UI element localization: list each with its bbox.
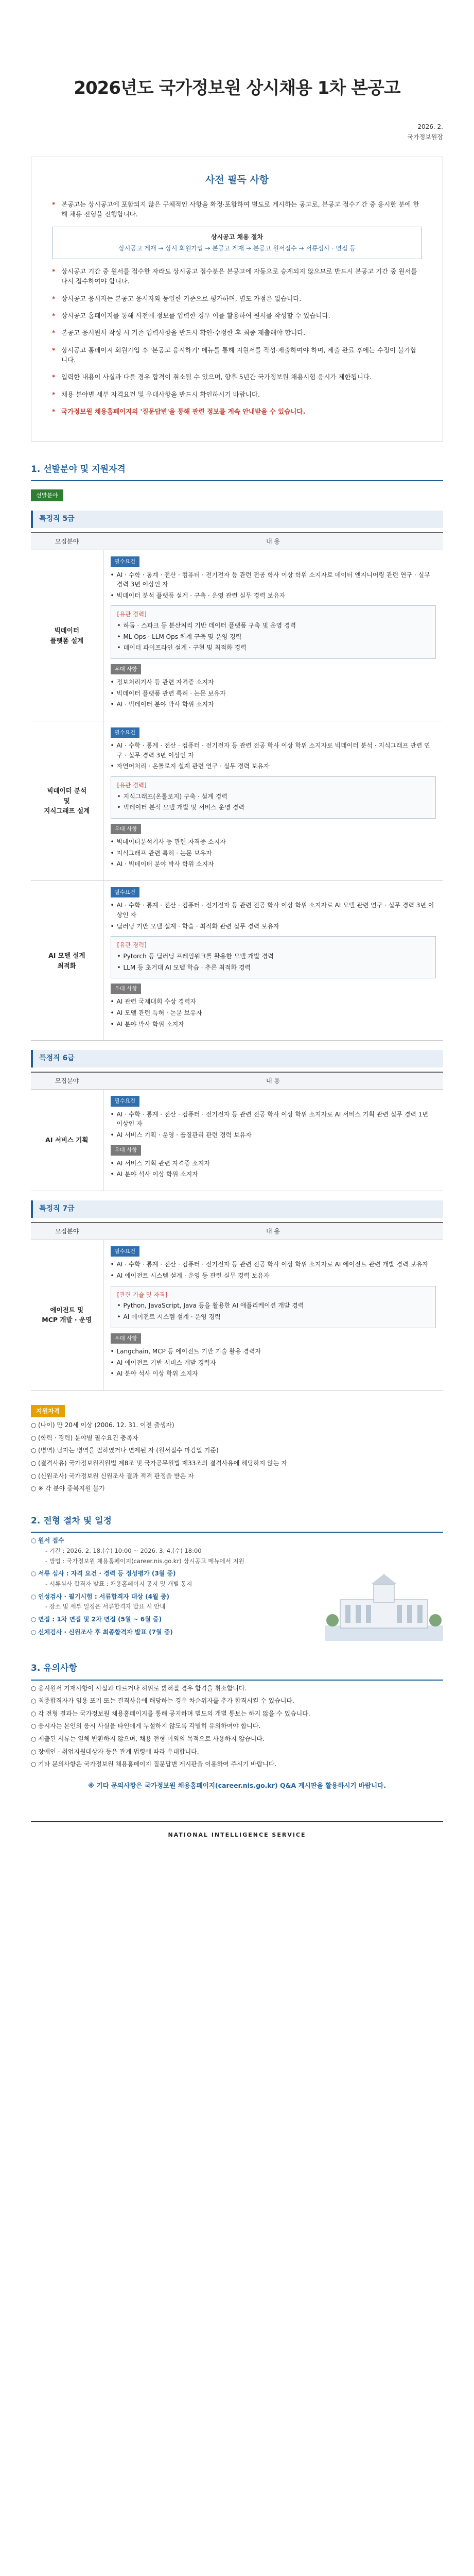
announce-org: 국가정보원장 bbox=[407, 133, 443, 141]
top-band bbox=[31, 0, 443, 46]
support-list bbox=[31, 1420, 443, 1494]
schedule-text: 방법 : 국가정보원 채용홈페이지(career.nis.go.kr) 상시공고 메뉴에서 지원 bbox=[49, 1557, 244, 1565]
notice-item bbox=[52, 372, 422, 382]
preference-line: • 지식그래프 관련 특허 · 논문 보유자 bbox=[111, 849, 436, 858]
flow-steps: 상시공고 게재 → 상시 회원가입 → 본공고 게재 → 본공고 원서접수 → 서류심사 · 면접 등 bbox=[118, 245, 356, 252]
experience-line: • ML Ops · LLM Ops 체계 구축 및 운영 경력 bbox=[117, 632, 430, 642]
schedule-item bbox=[31, 1628, 299, 1637]
caution-text: 각 전형 결과는 국가정보원 채용홈페이지를 통해 공지하며 별도의 개별 통보는 하지 않을 수 있습니다. bbox=[38, 1709, 310, 1717]
experience-title: [유관 경력] bbox=[117, 782, 147, 789]
schedule-text: 면접 : 1차 면접 및 2차 면접 (5월 ~ 6월 중) bbox=[38, 1616, 162, 1623]
support-text: (신원조사) 국가정보원 신원조사 결과 적격 판정을 받은 자 bbox=[38, 1472, 194, 1480]
job-content bbox=[103, 550, 443, 721]
asterisk-icon: * bbox=[52, 390, 56, 398]
bullet-icon: ○ bbox=[31, 1472, 37, 1480]
schedule-item bbox=[31, 1602, 299, 1612]
experience-line: • LLM 등 초거대 AI 모델 학습 · 추론 최적화 경력 bbox=[117, 963, 430, 973]
schedule-text: 신체검사 · 신원조사 후 최종합격자 발표 (7월 중) bbox=[38, 1628, 173, 1636]
requirement-line: • AI · 수학 · 통계 · 전산 · 컴퓨터 · 전기전자 등 관련 전공 학사 이상 학위 소지자로 AI 모델 관련 연구 · 실무 경력 3년 이상인 자 bbox=[111, 901, 436, 920]
caution-item bbox=[31, 1747, 443, 1757]
requirement-line: • AI · 수학 · 통계 · 전산 · 컴퓨터 · 전기전자 등 관련 전공 학사 이상 학위 소지자로 AI 에이전트 관련 개발 경력 보유자 bbox=[111, 1260, 436, 1269]
preferred-badge: 우대 사항 bbox=[111, 1145, 142, 1155]
job-table bbox=[31, 1222, 443, 1391]
table-header: 모집분야 bbox=[31, 1223, 103, 1240]
bullet-icon: ○ bbox=[31, 1616, 37, 1623]
caution-text: 응시자는 본인의 응시 사실을 타인에게 누설하지 않도록 각별히 유의하여야 합니다. bbox=[38, 1722, 261, 1730]
schedule-text: 서류 심사 : 자격 요건 · 경력 등 정성평가 (3월 중) bbox=[38, 1570, 176, 1578]
preference-block bbox=[111, 984, 436, 1029]
requirement-line: • AI · 수학 · 통계 · 전산 · 컴퓨터 · 전기전자 등 관련 전공 학사 이상 학위 소지자로 AI 서비스 기획 관련 실무 경력 1년 이상인 자 bbox=[111, 1110, 436, 1129]
preference-line: • AI 분야 박사 학위 소지자 bbox=[111, 1020, 436, 1029]
dash-icon: - bbox=[45, 1557, 49, 1565]
caution-item bbox=[31, 1709, 443, 1719]
caution-list bbox=[31, 1684, 443, 1769]
bullet-icon: ○ bbox=[31, 1697, 37, 1705]
preference-block bbox=[111, 664, 436, 709]
bullet-icon: ○ bbox=[31, 1722, 37, 1730]
requirement-line: • AI 에이전트 시스템 설계 · 운영 등 관련 실무 경력 보유자 bbox=[111, 1271, 436, 1281]
asterisk-icon: * bbox=[52, 373, 56, 381]
nis-building-illustration bbox=[325, 1564, 443, 1641]
preference-line: • AI · 빅데이터 분야 박사 학위 소지자 bbox=[111, 700, 436, 709]
notice-item bbox=[52, 406, 422, 416]
asterisk-icon: * bbox=[52, 294, 56, 302]
schedule-list bbox=[31, 1533, 299, 1641]
schedule-item bbox=[31, 1569, 299, 1579]
caution-item bbox=[31, 1734, 443, 1744]
support-item bbox=[31, 1433, 443, 1443]
notice-item bbox=[52, 389, 422, 399]
bullet-icon: ○ bbox=[31, 1735, 37, 1742]
experience-box bbox=[111, 1286, 436, 1328]
job-content bbox=[103, 881, 443, 1041]
required-badge: 필수요건 bbox=[111, 556, 140, 567]
schedule-text: 인성검사 · 필기시험 : 서류합격자 대상 (4월 중) bbox=[38, 1592, 169, 1600]
requirement-line: • 딥러닝 기반 모델 설계 · 학습 · 최적화 관련 실무 경력 보유자 bbox=[111, 922, 436, 931]
schedule-text: 장소 및 세부 일정은 서류합격자 발표 시 안내 bbox=[49, 1603, 166, 1611]
table-header: 내 용 bbox=[103, 1223, 443, 1240]
required-badge: 필수요건 bbox=[111, 1246, 140, 1257]
support-item bbox=[31, 1459, 443, 1468]
caution-item bbox=[31, 1684, 443, 1693]
job-field: 에이전트 및 MCP 개발 · 운영 bbox=[31, 1240, 103, 1391]
notice-text: 입력한 내용이 사실과 다를 경우 합격이 취소될 수 있으며, 향후 5년간 국가정보원 채용시험 응시가 제한됩니다. bbox=[61, 373, 372, 381]
notice-text: 본공고는 상시공고에 포함되지 않은 구체적인 사항을 확정·포함하여 별도로 게시하는 공고로, 본공고 접수기간 중 응시한 분에 한해 채용 전형을 진행합니다. bbox=[61, 200, 419, 218]
notice-text: 국가정보원 채용홈페이지의 '질문답변'을 통해 관련 정보를 계속 안내받을 수 있습니다. bbox=[61, 408, 306, 416]
footer-text: NATIONAL INTELLIGENCE SERVICE bbox=[168, 1832, 306, 1839]
support-text: (결격사유) 국가정보원직원법 제8조 및 국가공무원법 제33조의 결격사유에 해당하지 않는 자 bbox=[38, 1460, 287, 1467]
support-text: ※ 각 분야 중복지원 불가 bbox=[38, 1485, 105, 1493]
preference-line: • AI 관련 국제대회 수상 경력자 bbox=[111, 997, 436, 1007]
job-groups bbox=[31, 511, 443, 1391]
preferred-badge: 우대 사항 bbox=[111, 1333, 142, 1344]
requirement-block bbox=[111, 556, 436, 600]
caution-text: 최종합격자가 임용 포기 또는 결격사유에 해당하는 경우 차순위자를 추가 합격시킬 수 있습니다. bbox=[38, 1697, 294, 1705]
preference-line: • AI 분야 석사 이상 학위 소지자 bbox=[111, 1369, 436, 1379]
notice-box bbox=[31, 157, 443, 442]
notice-text: 채용 분야별 세부 자격요건 및 우대사항을 반드시 확인하시기 바랍니다. bbox=[61, 390, 260, 398]
preferred-badge: 우대 사항 bbox=[111, 984, 142, 994]
notice-item bbox=[52, 328, 422, 337]
experience-title: [유관 경력] bbox=[117, 611, 147, 618]
schedule-item bbox=[31, 1592, 299, 1602]
bullet-icon: ○ bbox=[31, 1421, 37, 1429]
table-header: 내 용 bbox=[103, 533, 443, 550]
bullet-icon: ○ bbox=[31, 1760, 37, 1768]
asterisk-icon: * bbox=[52, 408, 56, 416]
asterisk-icon: * bbox=[52, 200, 56, 208]
notice-item bbox=[52, 345, 422, 365]
table-header: 모집분야 bbox=[31, 533, 103, 550]
schedule-text: 원서 접수 bbox=[38, 1537, 64, 1545]
requirement-block bbox=[111, 727, 436, 771]
schedule-text: 기간 : 2026. 2. 18.(수) 10:00 ~ 2026. 3. 4.(수) 18:00 bbox=[49, 1547, 202, 1554]
preference-line: • 빅데이터 플랫폼 관련 특허 · 논문 보유자 bbox=[111, 689, 436, 699]
experience-title: [관련 기술 및 자격] bbox=[117, 1291, 168, 1298]
table-row bbox=[31, 881, 443, 1041]
experience-title: [유관 경력] bbox=[117, 941, 147, 949]
section-2-body bbox=[31, 1533, 443, 1641]
final-note: ※ 기타 문의사항은 국가정보원 채용홈페이지(career.nis.go.kr) Q&A 게시판을 활용하시기 바랍니다. bbox=[88, 1781, 386, 1789]
required-badge: 필수요건 bbox=[111, 887, 140, 897]
preference-line: • AI 에이전트 기반 서비스 개발 경력자 bbox=[111, 1358, 436, 1368]
experience-line: • 데이터 파이프라인 설계 · 구현 및 최적화 경력 bbox=[117, 643, 430, 653]
schedule-item bbox=[31, 1536, 299, 1546]
experience-line: • Pytorch 등 딥러닝 프레임워크를 활용한 모델 개발 경력 bbox=[117, 952, 430, 961]
preference-line: • AI 모델 관련 특허 · 논문 보유자 bbox=[111, 1008, 436, 1018]
bullet-icon: ○ bbox=[31, 1592, 37, 1600]
support-item bbox=[31, 1446, 443, 1455]
dash-icon: - bbox=[45, 1603, 49, 1611]
preference-line: • Langchain, MCP 등 에이전트 기반 기술 활용 경력자 bbox=[111, 1347, 436, 1357]
caution-text: 장애인 · 취업지원대상자 등은 관계 법령에 따라 우대합니다. bbox=[38, 1748, 199, 1755]
preference-line: • 정보처리기사 등 관련 자격증 소지자 bbox=[111, 677, 436, 687]
notice-text: 상시공고 응시자는 본공고 응시자와 동일한 기준으로 평가하며, 별도 가점은 없습니다. bbox=[61, 294, 302, 302]
table-row bbox=[31, 550, 443, 721]
notice-text: 상시공고 홈페이지 회원가입 후 '본공고 응시하기' 메뉴를 통해 지원서를 작성·제출하여야 하며, 제출 완료 후에는 수정이 불가합니다. bbox=[61, 346, 417, 364]
table-row bbox=[31, 1090, 443, 1191]
job-table bbox=[31, 532, 443, 1041]
caution-item bbox=[31, 1721, 443, 1731]
experience-line: • 빅데이터 분석 모델 개발 및 서비스 운영 경력 bbox=[117, 803, 430, 812]
support-item bbox=[31, 1420, 443, 1430]
requirement-block bbox=[111, 1246, 436, 1280]
preference-line: • AI · 빅데이터 분야 박사 학위 소지자 bbox=[111, 859, 436, 869]
job-field: AI 서비스 기획 bbox=[31, 1090, 103, 1191]
preference-line: • AI 서비스 기획 관련 자격증 소지자 bbox=[111, 1159, 436, 1168]
announce-date: 2026. 2. bbox=[417, 123, 443, 130]
job-field: 빅데이터 플랫폼 설계 bbox=[31, 550, 103, 721]
job-content bbox=[103, 1090, 443, 1191]
requirement-line: • 자연어처리 · 온톨로지 설계 관련 연구 · 실무 경력 보유자 bbox=[111, 761, 436, 771]
requirement-line: • AI 서비스 기획 · 운영 · 품질관리 관련 경력 보유자 bbox=[111, 1130, 436, 1140]
bullet-icon: ○ bbox=[31, 1485, 37, 1493]
preference-block bbox=[111, 824, 436, 869]
support-item bbox=[31, 1484, 443, 1494]
schedule-text: 서류심사 합격자 발표 : 채용홈페이지 공지 및 개별 통지 bbox=[49, 1580, 192, 1588]
preferred-badge: 우대 사항 bbox=[111, 824, 142, 834]
table-row bbox=[31, 1240, 443, 1391]
caution-text: 기타 문의사항은 국가정보원 채용홈페이지 질문답변 게시판을 이용하여 주시기 바랍니다. bbox=[38, 1760, 277, 1768]
notice-item bbox=[52, 199, 422, 219]
notice-item bbox=[52, 311, 422, 320]
asterisk-icon: * bbox=[52, 311, 56, 319]
bullet-icon: ○ bbox=[31, 1628, 37, 1636]
preference-block bbox=[111, 1145, 436, 1179]
required-badge: 필수요건 bbox=[111, 1096, 140, 1106]
grade-heading: 특정직 6급 bbox=[31, 1050, 443, 1067]
caution-text: 제출된 서류는 일체 반환하지 않으며, 채용 전형 이외의 목적으로 사용하지 않습니다. bbox=[38, 1735, 265, 1742]
preference-line: • 빅데이터분석기사 등 관련 자격증 소지자 bbox=[111, 837, 436, 847]
requirement-line: • AI · 수학 · 통계 · 전산 · 컴퓨터 · 전기전자 등 관련 전공 학사 이상 학위 소지자로 빅데이터 분석 · 지식그래프 관련 연구 · 실무 경력 3년 이상인 자 bbox=[111, 741, 436, 760]
experience-line: • Python, JavaScript, Java 등을 활용한 AI 애플리케이션 개발 경력 bbox=[117, 1301, 430, 1311]
flow-title: 상시공고 채용 절차 bbox=[210, 233, 264, 241]
grade-heading: 특정직 5급 bbox=[31, 511, 443, 528]
bullet-icon: ○ bbox=[31, 1434, 37, 1442]
notice-list bbox=[52, 199, 422, 417]
support-item bbox=[31, 1471, 443, 1481]
notice-title: 사전 필독 사항 bbox=[205, 174, 269, 186]
experience-line: • 하둡 · 스파크 등 분산처리 기반 데이터 플랫폼 구축 및 운영 경력 bbox=[117, 621, 430, 631]
date-block bbox=[31, 122, 443, 143]
requirement-block bbox=[111, 887, 436, 931]
requirement-line: • 빅데이터 분석 플랫폼 설계 · 구축 · 운영 관련 실무 경력 보유자 bbox=[111, 591, 436, 601]
notice-item bbox=[52, 294, 422, 303]
support-text: (병역) 남자는 병역을 필하였거나 면제된 자 (원서접수 마감일 기준) bbox=[38, 1447, 219, 1454]
caution-text: 응시원서 기재사항이 사실과 다르거나 허위로 밝혀질 경우 합격을 취소합니다. bbox=[38, 1684, 247, 1692]
job-content bbox=[103, 1240, 443, 1391]
bullet-icon: ○ bbox=[31, 1460, 37, 1467]
caution-item bbox=[31, 1759, 443, 1769]
job-field: 빅데이터 분석 및 지식그래프 설계 bbox=[31, 721, 103, 880]
notice-text: 상시공고 기간 중 원서를 접수한 자라도 상시공고 접수분은 본공고에 자동으로 승계되지 않으므로 반드시 본공고 기간 중 원서를 다시 접수하여야 합니다. bbox=[61, 267, 417, 285]
table-row bbox=[31, 721, 443, 880]
preference-line: • AI 분야 석사 이상 학위 소지자 bbox=[111, 1170, 436, 1179]
preferred-badge: 우대 사항 bbox=[111, 664, 142, 674]
page-title: 2026년도 국가정보원 상시채용 1차 본공고 bbox=[74, 78, 400, 98]
notice-text: 본공고 응시원서 작성 시 기존 입력사항을 반드시 확인·수정한 후 최종 제출해야 합니다. bbox=[61, 329, 306, 337]
section-3-title: 3. 유의사항 bbox=[31, 1662, 443, 1680]
selection-tag: 선발분야 bbox=[31, 489, 63, 501]
schedule-item bbox=[31, 1557, 299, 1566]
section-1-title: 1. 선발분야 및 지원자격 bbox=[31, 463, 443, 481]
required-badge: 필수요건 bbox=[111, 727, 140, 738]
job-table bbox=[31, 1072, 443, 1191]
schedule-item bbox=[31, 1580, 299, 1589]
notice-item bbox=[52, 266, 422, 286]
job-content bbox=[103, 721, 443, 880]
asterisk-icon: * bbox=[52, 329, 56, 337]
job-field: AI 모델 설계 최적화 bbox=[31, 881, 103, 1041]
caution-item bbox=[31, 1696, 443, 1706]
dash-icon: - bbox=[45, 1547, 49, 1554]
section-2-title: 2. 전형 절차 및 일정 bbox=[31, 1514, 443, 1533]
grade-heading: 특정직 7급 bbox=[31, 1200, 443, 1218]
notice-text: 상시공고 홈페이지를 통해 사전에 정보를 입력한 경우 이를 활용하여 원서를 작성할 수 있습니다. bbox=[61, 311, 330, 319]
bullet-icon: ○ bbox=[31, 1748, 37, 1755]
support-text: (나이) 만 20세 이상 (2006. 12. 31. 이전 출생자) bbox=[38, 1421, 174, 1429]
table-header: 내 용 bbox=[103, 1072, 443, 1090]
schedule-item bbox=[31, 1547, 299, 1556]
support-text: (학력 · 경력) 분야별 필수요건 충족자 bbox=[38, 1434, 138, 1442]
experience-line: • AI 에이전트 시스템 설계 · 운영 경력 bbox=[117, 1312, 430, 1322]
schedule-item bbox=[31, 1615, 299, 1624]
experience-box bbox=[111, 605, 436, 659]
support-head: 지원자격 bbox=[31, 1405, 65, 1418]
asterisk-icon: * bbox=[52, 267, 56, 275]
bullet-icon: ○ bbox=[31, 1447, 37, 1454]
experience-line: • 지식그래프(온톨로지) 구축 · 설계 경력 bbox=[117, 792, 430, 802]
asterisk-icon: * bbox=[52, 346, 56, 354]
bullet-icon: ○ bbox=[31, 1570, 37, 1578]
experience-box bbox=[111, 776, 436, 819]
experience-box bbox=[111, 936, 436, 978]
preference-block bbox=[111, 1333, 436, 1379]
requirement-block bbox=[111, 1096, 436, 1140]
flow-box bbox=[52, 227, 422, 259]
bullet-icon: ○ bbox=[31, 1537, 37, 1545]
dash-icon: - bbox=[45, 1580, 49, 1588]
bullet-icon: ○ bbox=[31, 1684, 37, 1692]
requirement-line: • AI · 수학 · 통계 · 전산 · 컴퓨터 · 전기전자 등 관련 전공 학사 이상 학위 소지자로 데이터 엔지니어링 관련 연구 · 실무 경력 3년 이상인 자 bbox=[111, 570, 436, 589]
bullet-icon: ○ bbox=[31, 1709, 37, 1717]
table-header: 모집분야 bbox=[31, 1072, 103, 1090]
